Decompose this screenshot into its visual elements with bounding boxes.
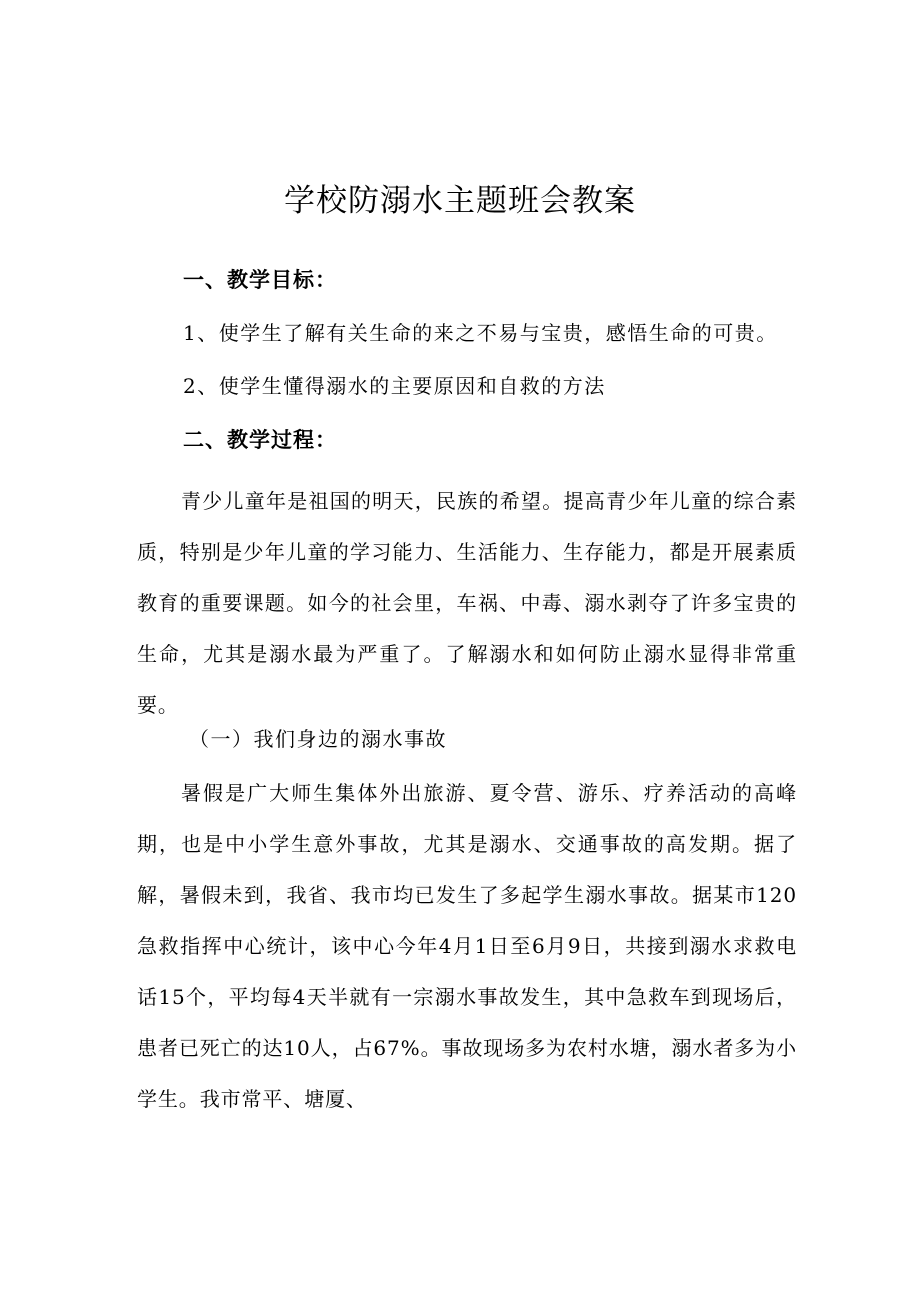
section-heading-teaching-goals: 一、教学目标： [183, 268, 337, 292]
section-heading-teaching-process: 二、教学过程： [183, 428, 337, 452]
document-title: 学校防溺水主题班会教案 [284, 183, 636, 219]
goal-item-2: 2、使学生懂得溺水的主要原因和自救的方法 [183, 374, 606, 398]
accident-paragraph: 暑假是广大师生集体外出旅游、夏令营、游乐、疗养活动的高峰期，也是中小学生意外事故，尤其是溺水、交通事故的高发期。据了解，暑假未到，我省、我市均已发生了多起学生溺水事故。据某市120急救指挥中心统计，该中心今年4月1日至6月9日，共接到溺水求救电话15个，平均每4天半就有一宗溺水事故发生，其中急救车到现场后，患者已死亡的达10人，占67%。事故现场多为农村水塘，溺水者多为小学生。我市常平、塘厦、 [137, 781, 797, 1111]
goal-item-1: 1、使学生了解有关生命的来之不易与宝贵，感悟生命的可贵。 [183, 321, 778, 345]
subsection-heading-accidents: （一）我们身边的溺水事故 [189, 727, 447, 751]
intro-paragraph: 青少儿童年是祖国的明天，民族的希望。提高青少年儿童的综合素质，特别是少年儿童的学习能力、生活能力、生存能力，都是开展素质教育的重要课题。如今的社会里，车祸、中毒、溺水剥夺了许多宝贵的生命，尤其是溺水最为严重了。了解溺水和如何防止溺水显得非常重要。 [137, 489, 797, 717]
